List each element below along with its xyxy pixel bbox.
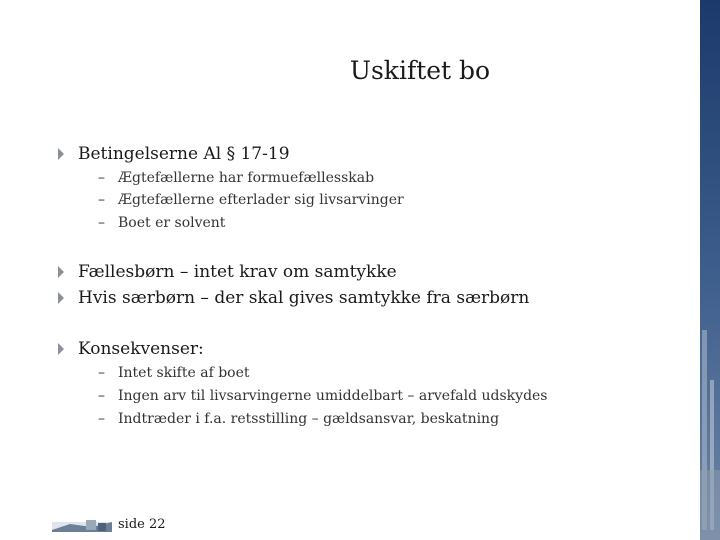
dash-icon: – <box>98 365 105 381</box>
sub-item <box>98 388 548 404</box>
dash-icon: – <box>98 388 105 404</box>
sub-item-text: Indtræder i f.a. retsstilling – gældsansvar, beskatning <box>118 411 500 427</box>
bullet-text: Hvis særbørn – der skal gives samtykke fra særbørn <box>78 288 530 308</box>
sub-item <box>98 365 250 381</box>
bullet-text: Betingelserne Al § 17-19 <box>78 144 290 164</box>
bullet-text: Fællesbørn – intet krav om samtykke <box>78 262 397 282</box>
bullet-arrow-icon <box>58 266 64 278</box>
sub-item-text: Boet er solvent <box>118 215 226 231</box>
bullet-text: Konsekvenser: <box>78 339 204 359</box>
bullet-arrow-icon <box>58 292 64 304</box>
bullet-stepchildren <box>58 288 529 308</box>
sub-item <box>98 411 499 427</box>
footer-logo-image <box>52 518 112 532</box>
sub-item <box>98 192 404 208</box>
sub-item-text: Ægtefællerne efterlader sig livsarvinger <box>118 192 404 208</box>
dash-icon: – <box>98 215 105 231</box>
sub-item-text: Intet skifte af boet <box>118 365 250 381</box>
dash-icon: – <box>98 411 105 427</box>
dash-icon: – <box>98 192 105 208</box>
bullet-conditions <box>58 144 290 164</box>
sub-item <box>98 215 225 231</box>
dash-icon: – <box>98 170 105 186</box>
sub-item-text: Ingen arv til livsarvingerne umiddelbart – arvefald udskydes <box>118 388 548 404</box>
bullet-consequences <box>58 339 204 359</box>
sub-item <box>98 170 374 186</box>
sub-item-text: Ægtefællerne har formuefællesskab <box>118 170 375 186</box>
bullet-arrow-icon <box>58 343 64 355</box>
bullet-common-children <box>58 262 397 282</box>
sidebar-photo-strip <box>700 0 720 540</box>
bullet-arrow-icon <box>58 148 64 160</box>
page-number: side 22 <box>118 517 166 532</box>
slide-title: Uskiftet bo <box>349 56 491 85</box>
